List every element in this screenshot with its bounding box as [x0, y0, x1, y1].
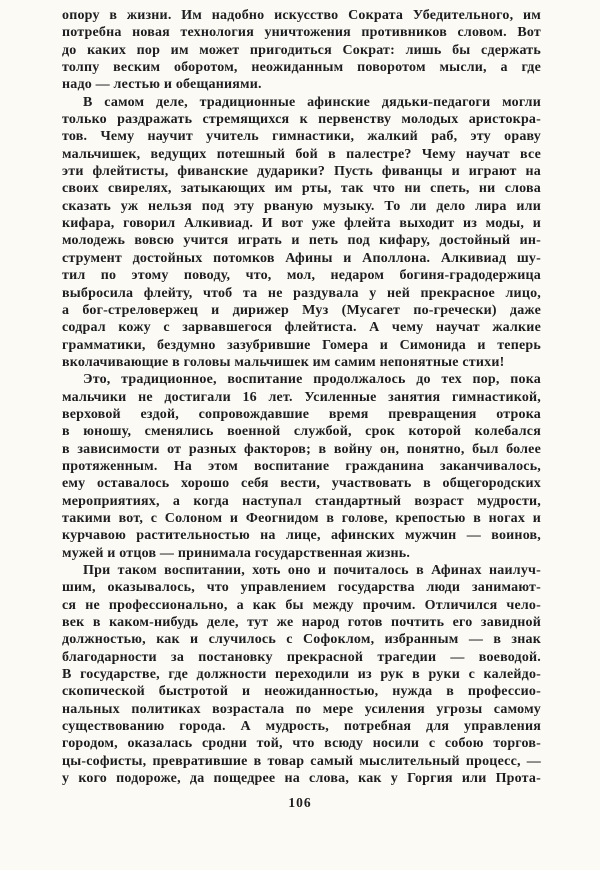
- text-line: курчавою растительностью на лице, афинских мужчин — воинов,: [62, 528, 541, 544]
- text-line: в зависимости от разных факторов; в войну он, понятно, был более: [62, 441, 541, 457]
- text-line: толпу веским оборотом, неожиданным поворотом мысли, а где: [62, 60, 541, 76]
- text-line: существованию города. А мудрость, потребная для управления: [62, 719, 541, 735]
- text-line: а бог-стреловержец и дирижер Муз (Мусагет по-гречески) даже: [62, 302, 541, 318]
- text-line: цы-софисты, превратившие в товар самый мыслительный процесс, —: [62, 753, 541, 769]
- text-line: грамматики, бездумно зазубрившие Гомера и Симонида и теперь: [62, 337, 541, 353]
- text-line: ся не профессионально, а как бы между прочим. Отличился чело-: [62, 597, 541, 613]
- text-line: Это, традиционное, воспитание продолжалось до тех пор, пока: [83, 372, 541, 388]
- text-line: мальчишек, ведущих потешный бой в палестре? Чему научат все: [62, 146, 541, 162]
- text-line: мужей и отцов — принимала государственная жизнь.: [62, 545, 411, 561]
- text-line: мальчики не достигали 16 лет. Усиленные занятия гимнастикой,: [62, 389, 541, 405]
- text-line: в юношу, сменялись военной службой, срок которой колебался: [62, 424, 541, 440]
- text-line: мероприятиях, а когда наступал стандартный возраст мудрости,: [62, 493, 541, 509]
- text-line: выбросила флейту, чтоб та не раздувала у ней прекрасное лицо,: [62, 285, 541, 301]
- text-line: скопической быстротой и неожиданностью, нужда в профессио-: [62, 684, 541, 700]
- text-line: надо — лестью и обещаниями.: [62, 77, 262, 93]
- text-line: сказать уж нельзя под эту рваную музыку. То ли дело лира или: [62, 198, 541, 214]
- text-line: При таком воспитании, хоть оно и почиталось в Афинах наилуч-: [83, 563, 541, 578]
- paragraph: [62, 94, 541, 372]
- paragraph: [62, 7, 541, 94]
- text-line: до каких пор им может пригодиться Сократ: лишь бы сдержать: [62, 42, 541, 58]
- text-line: только раздражать стремящихся к первенству молодых аристокра-: [62, 112, 541, 128]
- text-line: содрал кожу с зарвавшегося флейтиста. А чему научат жалкие: [62, 320, 541, 336]
- text-line: век в каком-нибудь деле, тут же народ готов почтить его завидной: [62, 615, 541, 631]
- text-line: должностью, как и случилось с Софоклом, избранным — в знак: [62, 632, 541, 648]
- text-line: струмент достойных потомков Афины и Аполлона. Алкивиад шу-: [62, 250, 541, 266]
- text-line: тов. Чему научит учитель гимнастики, жалкий раб, эту ораву: [62, 129, 541, 145]
- text-line: эти флейтисты, фиванские дударики? Пусть фиванцы и играют на: [62, 164, 541, 180]
- text-line: нальных политиках возрастала по мере усиления угрозы самому: [62, 701, 541, 717]
- text-line: кифара, говорил Алкивиад. И вот уже флейта выходит из моды, и: [62, 216, 541, 232]
- text-line: своих свирелях, затыкающих им рты, так что ни спеть, ни слова: [62, 181, 541, 197]
- paragraph: [62, 562, 541, 787]
- paragraph: [62, 371, 541, 562]
- text-line: опору в жизни. Им надобно искусство Сократа Убедительного, им: [62, 8, 541, 23]
- text-line: тил по этому поводу, что, мол, недаром богиня-градодержица: [62, 268, 541, 284]
- text-line: верховой ездой, сопровождавшие время превращения отрока: [62, 406, 541, 422]
- text-line: молодежь вовсю учится играть и петь под кифару, достойный ин-: [62, 233, 541, 249]
- text-line: такими вот, с Солоном и Феогнидом в голове, крепостью в ногах и: [62, 510, 541, 526]
- text-line: ему оставалось хорошо себя вести, участвовать в общегородских: [62, 476, 541, 492]
- text-line: В самом деле, традиционные афинские дядьки-педагоги могли: [83, 94, 541, 110]
- text-block: [62, 7, 541, 787]
- text-line: протяженным. На этом воспитание гражданина заканчивалось,: [62, 458, 541, 474]
- text-line: В государстве, где должности переходили из рук в руки с калейдо-: [62, 667, 541, 683]
- text-line: городом, оказалась сродни той, что всюду носили с собою торгов-: [62, 736, 541, 752]
- text-line: благодарности за постановку прекрасной трагедии — воеводой.: [62, 649, 541, 665]
- text-line: у кого подороже, да пощедрее на слова, как у Горгия или Прота-: [62, 771, 541, 787]
- page-number: 106: [288, 795, 312, 810]
- text-line: шим, оказывалось, что управлением государства люди занимают-: [62, 580, 541, 596]
- text-line: потребна новая технология уничтожения противников словом. Вот: [62, 25, 541, 41]
- text-line: вколачивающие в головы мальчишек им самим непонятные стихи!: [62, 354, 505, 370]
